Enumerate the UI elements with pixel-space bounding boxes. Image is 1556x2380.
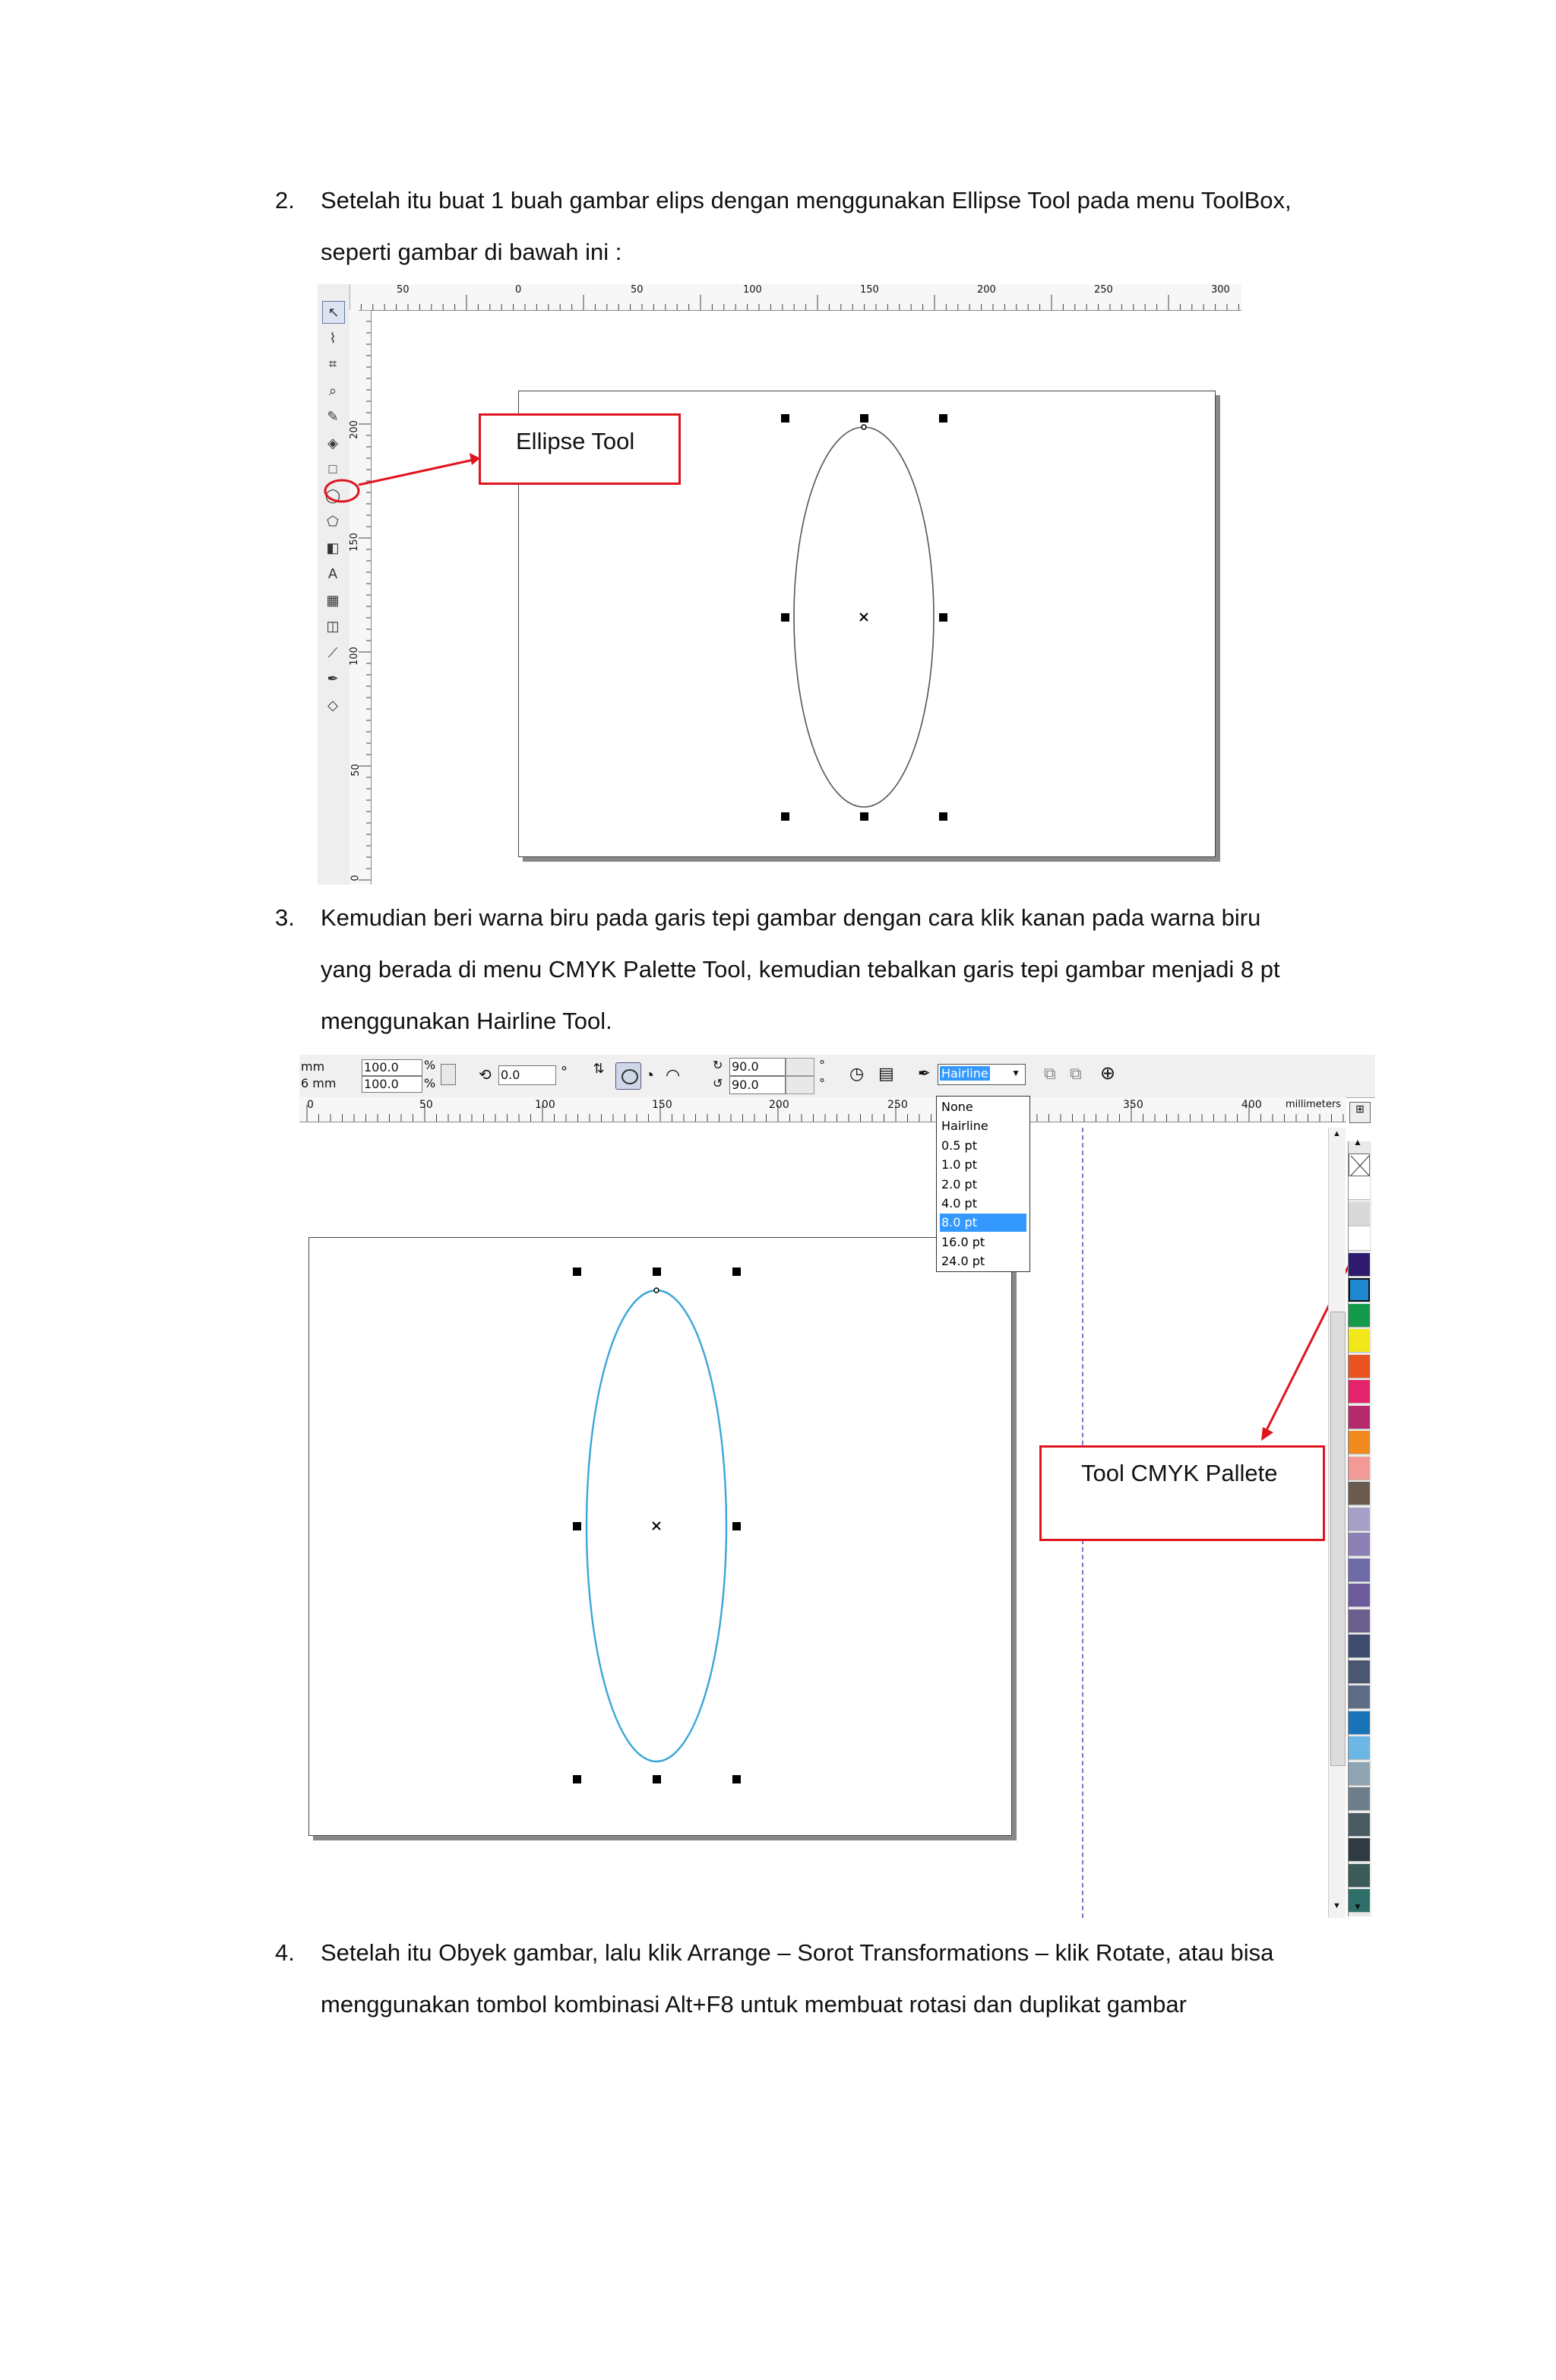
selection-handle[interactable]	[573, 1775, 581, 1783]
color-swatch[interactable]	[1349, 1406, 1370, 1429]
color-swatch[interactable]	[1349, 1584, 1370, 1607]
ruler-label: 250	[1094, 284, 1113, 296]
color-swatch[interactable]	[1349, 1838, 1370, 1862]
ruler-label: 100	[743, 284, 762, 296]
callout-text: Tool CMYK Pallete	[1081, 1460, 1278, 1486]
percent-label: %	[424, 1076, 436, 1090]
color-swatch[interactable]	[1349, 1457, 1370, 1480]
no-color-swatch[interactable]	[1349, 1154, 1370, 1176]
text-tool-icon[interactable]: A	[327, 566, 337, 581]
arc-mode-button[interactable]: ◠	[666, 1065, 681, 1084]
selection-handle[interactable]	[732, 1775, 741, 1783]
scale-x-input[interactable]: 100.0	[362, 1059, 422, 1076]
selection-handle[interactable]	[732, 1268, 741, 1276]
pie-mode-button[interactable]: ◔	[644, 1065, 655, 1084]
ruler-label: 50	[349, 764, 362, 777]
pick-tool-icon[interactable]: ↖	[322, 301, 345, 324]
freehand-tool-icon[interactable]: ✎	[327, 409, 339, 424]
interactive-tool-icon[interactable]: ◫	[326, 619, 340, 634]
ellipse-tool-icon[interactable]: ◯	[324, 487, 341, 503]
color-swatch[interactable]	[1349, 1329, 1370, 1353]
ruler-label: 0	[349, 875, 362, 881]
percent-label: %	[424, 1058, 436, 1072]
ruler-label: 350	[1123, 1099, 1143, 1111]
ruler-label: 50	[631, 284, 644, 296]
ruler-label: 0	[515, 284, 522, 296]
step-text-line: Setelah itu Obyek gambar, lalu klik Arrange – Sorot Transformations – klik Rotate, atau bisa	[321, 1939, 1274, 1966]
zoom-tool-icon[interactable]: ⌕	[328, 382, 337, 398]
color-swatch[interactable]	[1349, 1304, 1370, 1328]
color-swatch[interactable]	[1349, 1355, 1370, 1378]
color-swatch[interactable]	[1349, 1253, 1370, 1277]
ruler-units: millimeters	[1286, 1099, 1341, 1110]
direction-icon[interactable]: ◷	[849, 1064, 865, 1083]
ruler-label: 100	[348, 647, 360, 666]
step-text-line: menggunakan tombol kombinasi Alt+F8 untuk membuat rotasi dan duplikat gambar	[321, 1991, 1187, 2018]
color-swatch[interactable]	[1349, 1533, 1370, 1556]
color-swatch[interactable]	[1349, 1813, 1370, 1837]
arc-start-icon: ↻	[713, 1059, 723, 1072]
outline-option[interactable]: 2.0 pt	[941, 1176, 977, 1192]
scroll-up-icon[interactable]: ▲	[1333, 1129, 1341, 1138]
ellipse-tool-highlight	[325, 480, 359, 502]
color-swatch[interactable]	[1349, 1380, 1370, 1404]
scale-y-input[interactable]: 100.0	[362, 1076, 422, 1093]
color-swatch[interactable]	[1349, 1635, 1370, 1658]
callout-text: Ellipse Tool	[516, 428, 635, 454]
color-swatch[interactable]	[1349, 1864, 1370, 1888]
color-swatch[interactable]	[1349, 1431, 1370, 1454]
selection-handle[interactable]	[573, 1268, 581, 1276]
outline-tool-icon[interactable]: ✒	[327, 671, 339, 686]
chevron-down-icon: ▼	[1011, 1068, 1020, 1078]
rectangle-tool-icon[interactable]: □	[328, 461, 337, 476]
cmyk-palette-callout	[1039, 1445, 1325, 1541]
no-color-icon	[1349, 1154, 1371, 1177]
fill-tool-icon[interactable]: ◇	[327, 697, 338, 713]
ruler-label: 50	[419, 1099, 433, 1111]
degree-label: °	[561, 1064, 568, 1080]
ruler-label: 0	[307, 1099, 314, 1111]
color-swatch[interactable]	[1349, 1508, 1370, 1531]
ruler-label: 200	[348, 420, 360, 439]
selection-handle[interactable]	[732, 1522, 741, 1530]
outline-option[interactable]: 8.0 pt	[940, 1214, 1026, 1232]
ruler-label: 200	[769, 1099, 789, 1111]
ruler-label: 150	[348, 533, 360, 552]
selection-handle[interactable]	[781, 812, 789, 821]
table-tool-icon[interactable]: ▦	[326, 592, 340, 608]
step-number: 3.	[275, 904, 295, 931]
selection-handle[interactable]	[939, 613, 947, 622]
arc-end-icon: ↺	[713, 1078, 723, 1090]
cmyk-palette	[1348, 1137, 1371, 1916]
arc-end-input[interactable]: 90.0	[729, 1076, 786, 1094]
step-number: 2.	[275, 187, 295, 214]
outline-option[interactable]: Hairline	[941, 1119, 988, 1134]
step-text-line: menggunakan Hairline Tool.	[321, 1008, 612, 1034]
arc-start-input[interactable]: 90.0	[729, 1058, 786, 1076]
outline-width-dropdown	[936, 1096, 1030, 1272]
selection-handle[interactable]	[939, 812, 947, 821]
outline-width-value: Hairline	[941, 1066, 988, 1081]
outline-option[interactable]: 0.5 pt	[941, 1138, 977, 1153]
step-text-line: seperti gambar di bawah ini :	[321, 239, 622, 265]
color-swatch[interactable]	[1349, 1278, 1370, 1302]
corel-screenshot-outline	[299, 1055, 1375, 1918]
to-front-icon[interactable]: ⧉	[1044, 1064, 1056, 1083]
step-text-line: yang berada di menu CMYK Palette Tool, kemudian tebalkan garis tepi gambar menjadi 8 pt	[321, 956, 1280, 983]
rotation-input[interactable]: 0.0	[498, 1065, 556, 1085]
unit-label: 6 mm	[301, 1076, 337, 1090]
basic-shapes-tool-icon[interactable]: ◧	[326, 540, 340, 555]
palette-scroll-up-icon[interactable]: ▲	[1353, 1137, 1362, 1147]
color-swatch[interactable]	[1349, 1685, 1370, 1709]
outline-option[interactable]: 24.0 pt	[941, 1254, 985, 1269]
selection-handle[interactable]	[781, 414, 789, 423]
rotate-icon: ⟲	[479, 1067, 492, 1084]
color-swatch[interactable]	[1349, 1609, 1370, 1633]
ruler-label: 300	[1211, 284, 1230, 296]
ruler-label: 50	[397, 284, 410, 296]
palette-scroll-down-icon[interactable]: ▼	[1353, 1901, 1362, 1912]
scroll-down-icon[interactable]: ▼	[1333, 1901, 1341, 1910]
ellipse-tool-callout	[479, 413, 681, 485]
step-number: 4.	[275, 1939, 295, 1966]
polygon-tool-icon[interactable]: ⬠	[327, 514, 339, 529]
outline-pen-icon: ✒	[918, 1065, 931, 1082]
palette-flyout-icon[interactable]: ⊞	[1349, 1102, 1371, 1123]
mirror-button[interactable]: ⇅	[593, 1061, 605, 1076]
to-back-icon[interactable]: ⧉	[1070, 1064, 1082, 1083]
corel-screenshot-ellipse	[318, 284, 1241, 885]
step-text-line: Kemudian beri warna biru pada garis tepi gambar dengan cara klik kanan pada warna biru	[321, 904, 1261, 931]
eyedropper-tool-icon[interactable]: ⟋	[327, 644, 338, 660]
color-swatch[interactable]	[1349, 1559, 1370, 1582]
ruler-label: 200	[977, 284, 996, 296]
selection-handle[interactable]	[653, 1268, 661, 1276]
scroll-thumb[interactable]	[1330, 1312, 1346, 1766]
shape-tool-icon[interactable]: ⌇	[329, 330, 337, 346]
vertical-scrollbar[interactable]	[1328, 1128, 1346, 1918]
ruler-label: 150	[860, 284, 879, 296]
convert-to-curves-icon[interactable]: ⊕	[1100, 1063, 1116, 1084]
color-swatch[interactable]	[1349, 1711, 1370, 1735]
ruler-label: 400	[1241, 1099, 1262, 1111]
ellipse-drawing	[318, 284, 1241, 885]
selection-handle[interactable]	[860, 414, 868, 423]
ruler-label: 100	[535, 1099, 555, 1111]
color-swatch[interactable]	[1349, 1176, 1370, 1200]
outline-option[interactable]: 16.0 pt	[941, 1234, 985, 1249]
color-swatch[interactable]	[1349, 1736, 1370, 1760]
color-swatch[interactable]	[1349, 1787, 1370, 1811]
selection-handle[interactable]	[860, 812, 868, 821]
outline-option[interactable]: 1.0 pt	[941, 1157, 977, 1173]
degree-label: °	[819, 1058, 825, 1072]
selection-handle[interactable]	[653, 1775, 661, 1783]
outline-option[interactable]: 4.0 pt	[941, 1196, 977, 1211]
ruler-label: 250	[887, 1099, 908, 1111]
selection-handle[interactable]	[573, 1522, 581, 1530]
color-swatch[interactable]	[1349, 1482, 1370, 1505]
wrap-text-icon[interactable]: ▤	[878, 1064, 894, 1083]
selection-handle[interactable]	[781, 613, 789, 622]
color-swatch[interactable]	[1349, 1762, 1370, 1786]
color-swatch[interactable]	[1349, 1227, 1370, 1251]
degree-label: °	[819, 1076, 825, 1090]
color-swatch[interactable]	[1349, 1202, 1370, 1226]
crop-tool-icon[interactable]: ⌗	[328, 356, 337, 372]
smart-fill-tool-icon[interactable]: ◈	[327, 435, 338, 451]
color-swatch[interactable]	[1349, 1660, 1370, 1684]
step-text-line: Setelah itu buat 1 buah gambar elips dengan menggunakan Ellipse Tool pada menu ToolBox,	[321, 187, 1292, 214]
selection-handle[interactable]	[939, 414, 947, 423]
unit-label: mm	[301, 1059, 325, 1074]
outline-option[interactable]: None	[941, 1100, 973, 1114]
ruler-label: 150	[652, 1099, 672, 1111]
